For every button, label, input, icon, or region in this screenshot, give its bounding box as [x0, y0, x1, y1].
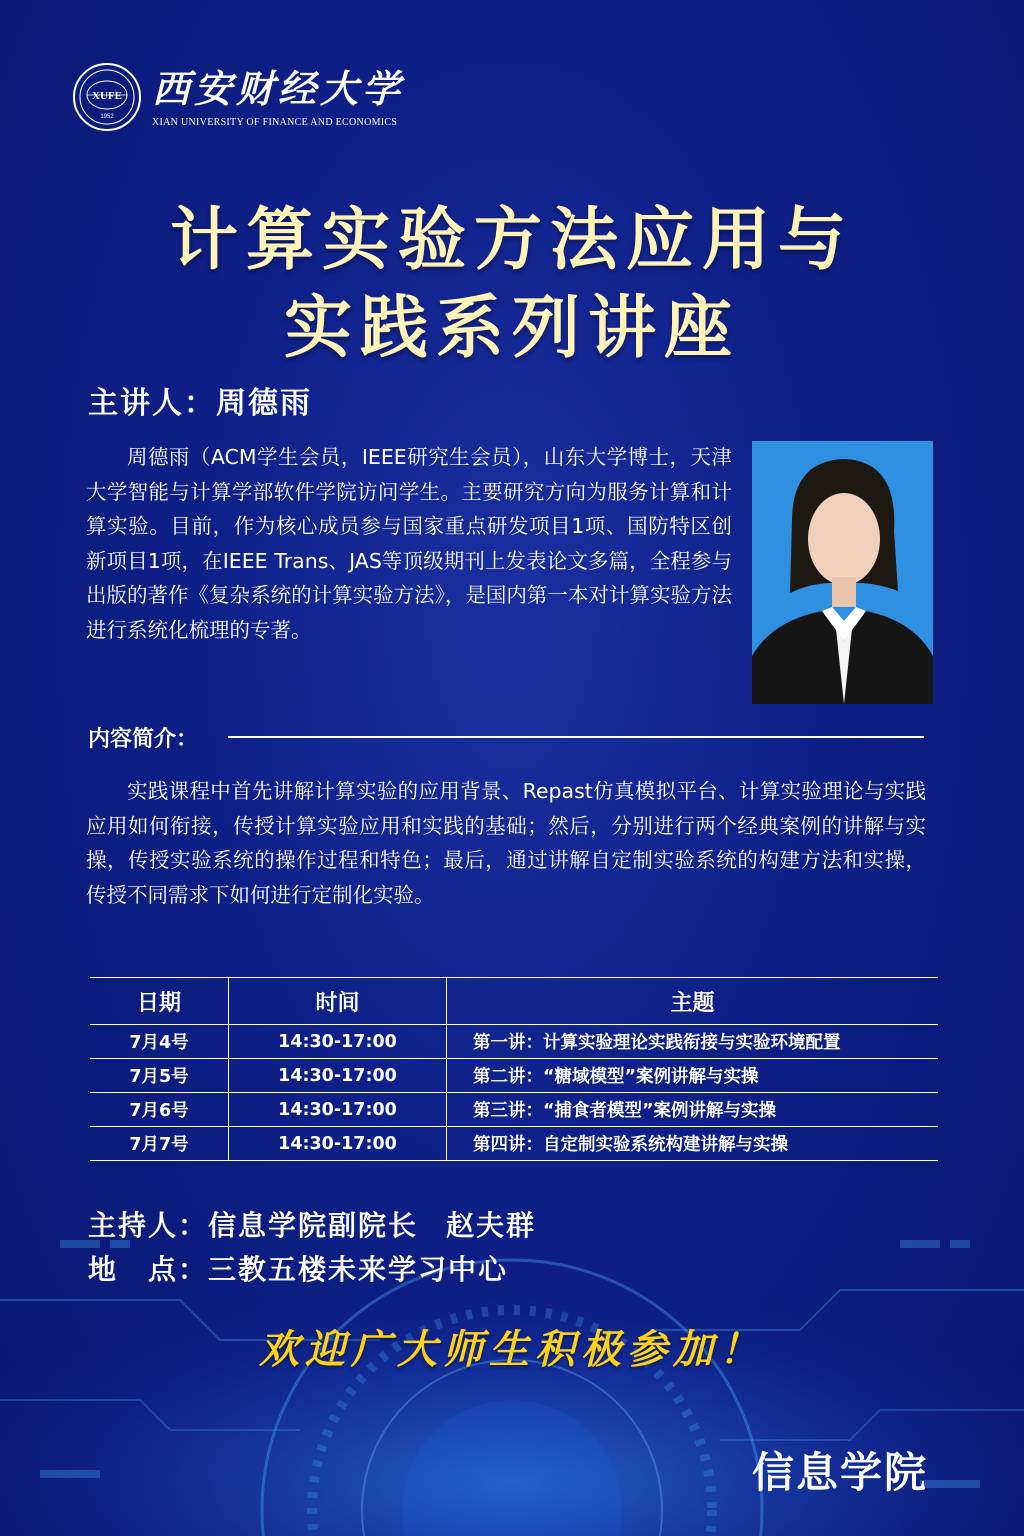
university-name-cn: 西安财经大学	[152, 65, 405, 111]
host-info	[88, 1204, 536, 1244]
seal-year: 1952	[100, 114, 114, 120]
seal-abbreviation: XUFE	[92, 90, 122, 102]
row-date: 7月4号	[90, 1025, 229, 1059]
table-row	[90, 1093, 938, 1127]
venue-info	[88, 1248, 508, 1288]
row-topic: 第三讲：“捕食者模型”案例讲解与实操	[447, 1093, 939, 1127]
university-seal-icon	[72, 62, 142, 132]
logo-text	[152, 67, 404, 128]
intro-section	[86, 774, 926, 912]
header-date: 日期	[90, 978, 229, 1025]
row-topic: 第四讲：自定制实验系统构建讲解与实操	[447, 1127, 939, 1161]
poster-title-line1: 计算实验方法应用与	[169, 201, 854, 280]
organizer-name: 信息学院	[751, 1448, 928, 1497]
venue-label: 地 点：	[88, 1253, 209, 1286]
poster-title-line2: 实践系列讲座	[283, 289, 740, 368]
speaker-heading: 主讲人：周德雨	[88, 386, 312, 421]
speaker-bio	[86, 440, 732, 647]
table-row	[90, 1059, 938, 1093]
university-name-en: XIAN UNIVERSITY OF FINANCE AND ECONOMICS	[152, 116, 398, 128]
table-row	[90, 1127, 938, 1161]
row-topic: 第一讲：计算实验理论实践衔接与实验环境配置	[447, 1025, 939, 1059]
university-logo	[72, 62, 404, 132]
row-topic: 第二讲：“糖域模型”案例讲解与实操	[447, 1059, 939, 1093]
row-time: 14:30-17:00	[229, 1093, 447, 1127]
table-row	[90, 1025, 938, 1059]
schedule-header-row	[90, 978, 938, 1025]
schedule-table	[90, 977, 938, 1161]
host-name: 赵夫群	[446, 1209, 537, 1242]
speaker-bio-text: 周德雨（ACM学生会员，IEEE研究生会员），山东大学博士，天津大学智能与计算学部软件学院访问学生。主要研究方向为服务计算和计算实验。目前，作为核心成员参与国家重点研发项目1项、国防特区创新项目1项，在IEEE Trans、JAS等顶级期刊上发表论文多篇，全程参与出版的著作《复杂系统的计算实验方法》，是国内第一本对计算实验方法进行系统化梳理的专著。	[86, 445, 732, 642]
host-role: 信息学院副院长	[208, 1209, 419, 1242]
intro-heading: 内容简介：	[88, 727, 199, 752]
row-date: 7月7号	[90, 1127, 229, 1161]
header-topic: 主题	[447, 978, 939, 1025]
intro-text: 实践课程中首先讲解计算实验的应用背景、Repast仿真模拟平台、计算实验理论与实践应用如何衔接，传授计算实验应用和实践的基础；然后，分别进行两个经典案例的讲解与实操，传授实验系统的操作过程和特色；最后，通过讲解自定制实验系统的构建方法和实操，传授不同需求下如何进行定制化实验。	[86, 779, 926, 907]
host-label: 主持人：	[88, 1209, 209, 1242]
welcome-slogan: 欢迎广大师生积极参加！	[259, 1326, 765, 1373]
venue-place: 三教五楼未来学习中心	[208, 1253, 509, 1286]
speaker-photo	[752, 441, 933, 704]
row-time: 14:30-17:00	[229, 1127, 447, 1161]
row-time: 14:30-17:00	[229, 1025, 447, 1059]
row-time: 14:30-17:00	[229, 1059, 447, 1093]
header-time: 时间	[229, 978, 447, 1025]
row-date: 7月6号	[90, 1093, 229, 1127]
row-date: 7月5号	[90, 1059, 229, 1093]
intro-divider	[228, 736, 924, 738]
